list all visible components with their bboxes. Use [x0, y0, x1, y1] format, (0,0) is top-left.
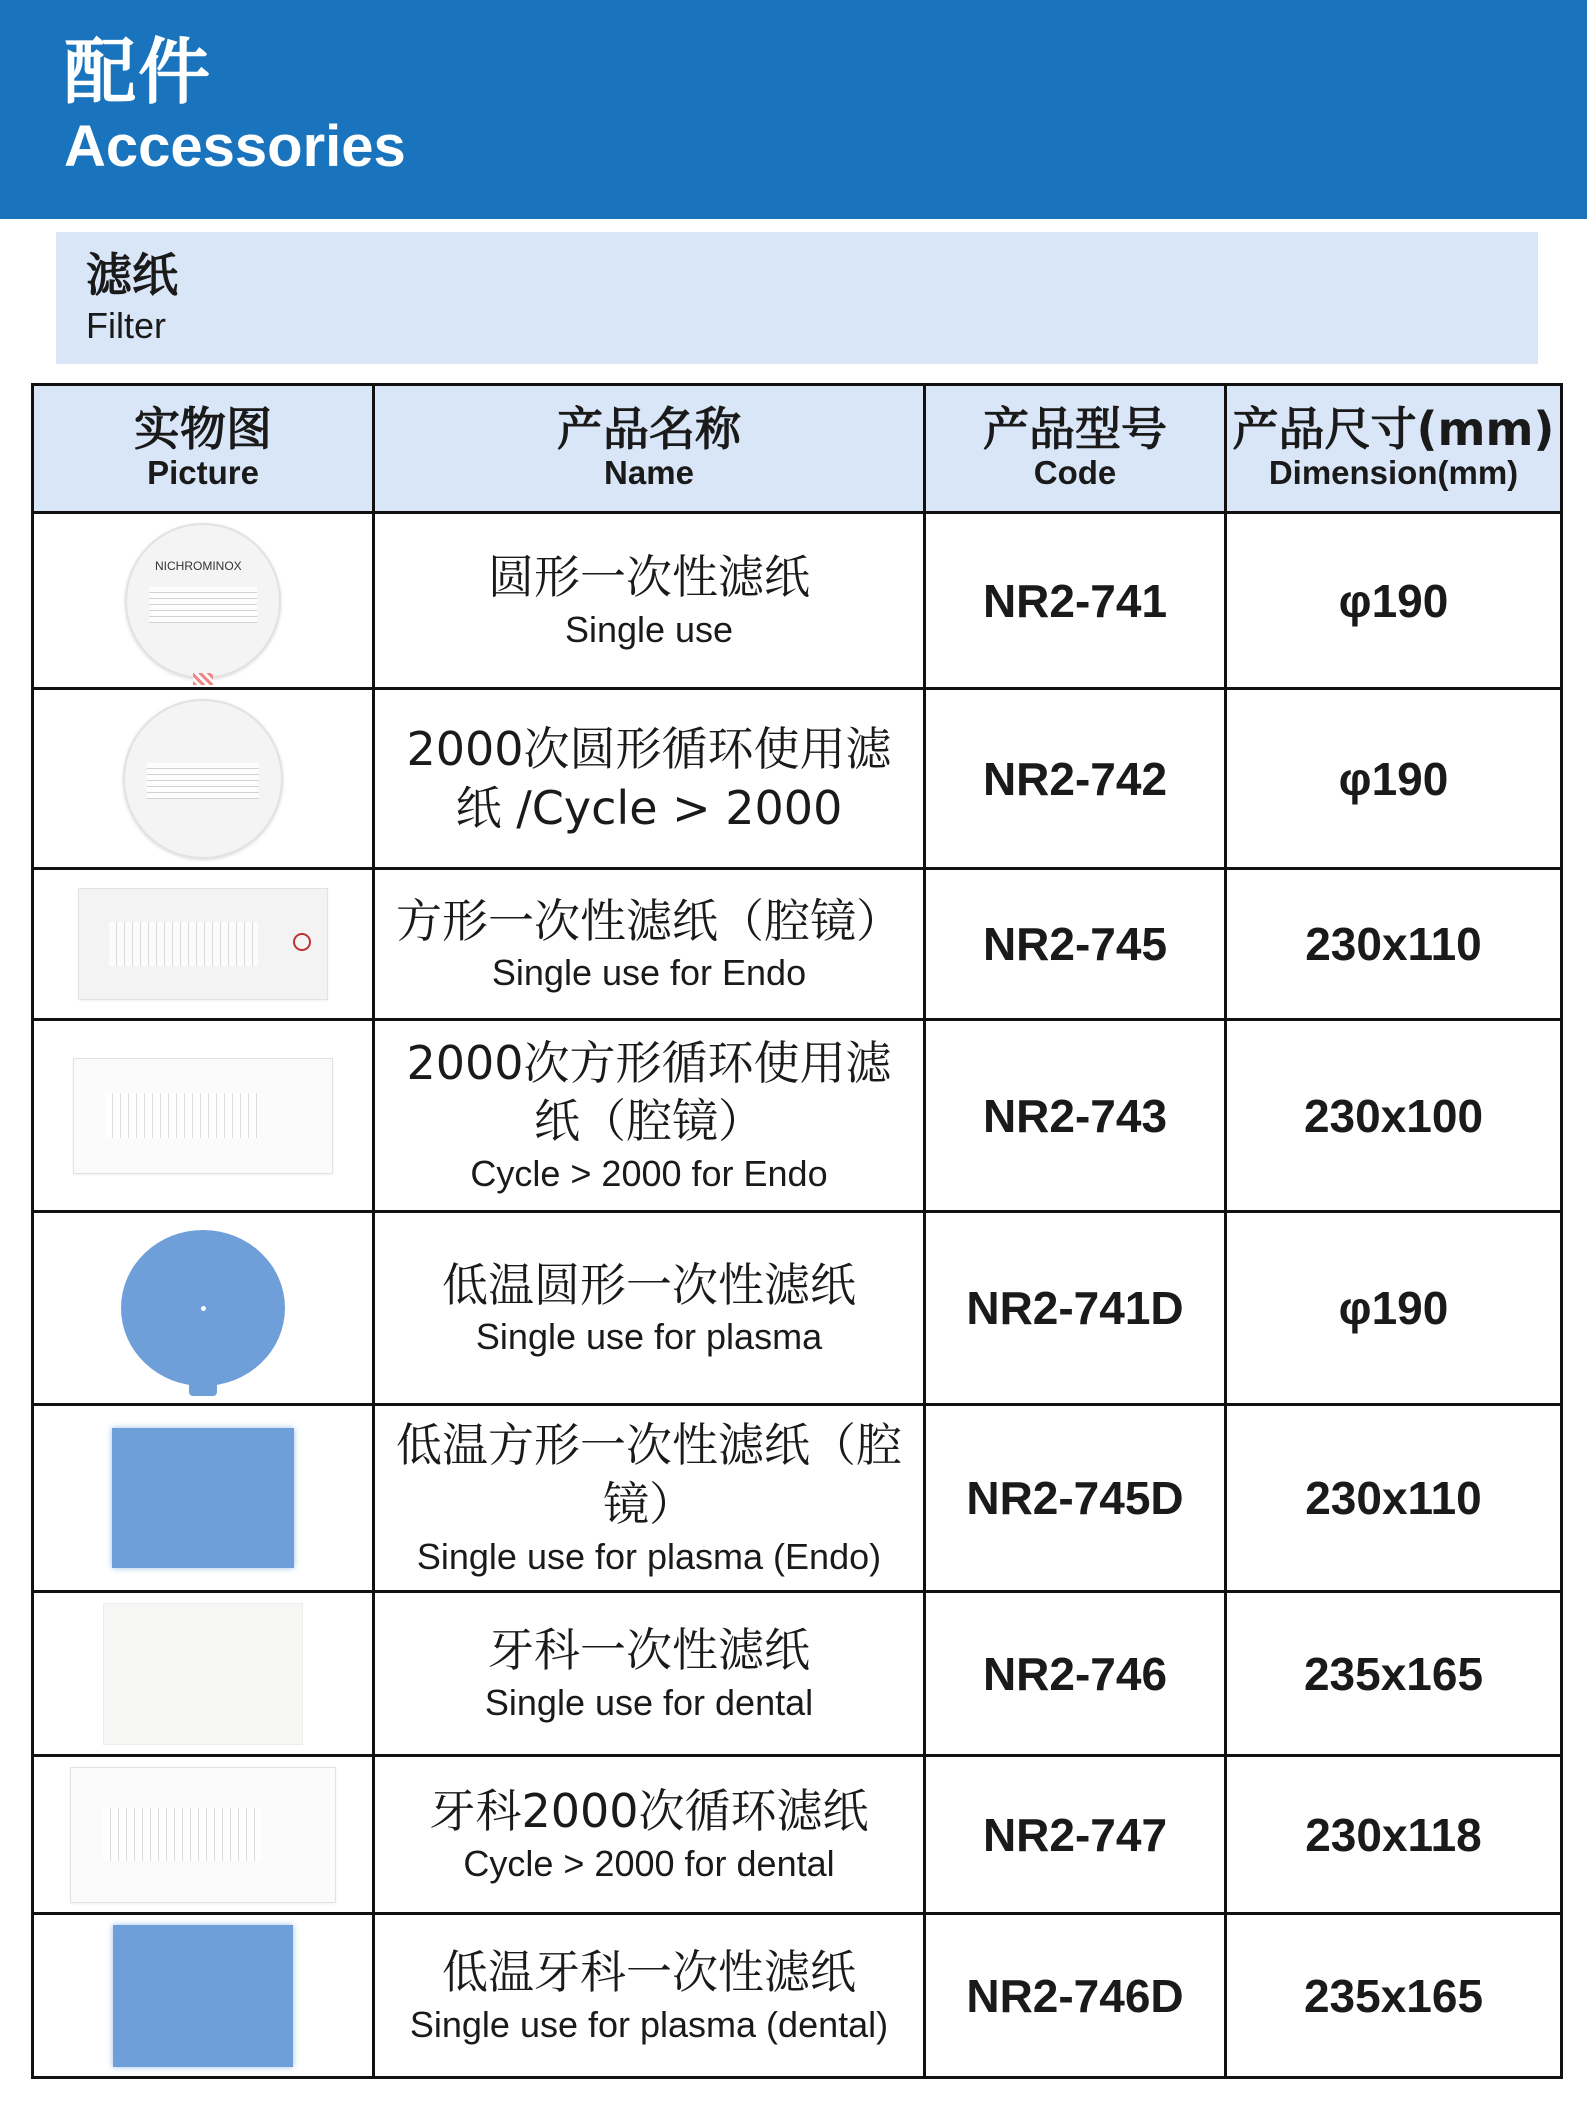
column-header-dimension: 产品尺寸(mm) Dimension(mm) [1226, 385, 1562, 513]
white-round-cycle-filter-image [123, 699, 283, 859]
table-row [33, 1756, 1562, 1914]
table-row [33, 869, 1562, 1020]
product-code-cell: NR2-746D [925, 1914, 1226, 2078]
column-header-name: 产品名称 Name [374, 385, 925, 513]
product-dimension-cell: φ190 [1226, 689, 1562, 869]
product-name-cell: 牙科2000次循环滤纸 Cycle > 2000 for dental [374, 1756, 925, 1914]
table-row [33, 1592, 1562, 1756]
table-row [33, 1212, 1562, 1405]
page-title-zh: 配件 [64, 30, 213, 114]
product-name-cell: 圆形一次性滤纸 Single use [374, 513, 925, 689]
picture-cell [33, 869, 374, 1020]
product-dimension-cell: 230x110 [1226, 869, 1562, 1020]
product-name-cell: 2000次圆形循环使用滤纸 /Cycle > 2000 [374, 689, 925, 869]
product-code-cell: NR2-745 [925, 869, 1226, 1020]
product-name-cell: 牙科一次性滤纸 Single use for dental [374, 1592, 925, 1756]
product-code-cell: NR2-745D [925, 1405, 1226, 1592]
picture-cell [33, 1756, 374, 1914]
blue-rect-dental-filter-image [113, 1925, 293, 2067]
picture-cell [33, 513, 374, 689]
column-header-picture: 实物图 Picture [33, 385, 374, 513]
product-dimension-cell: φ190 [1226, 513, 1562, 689]
table-row [33, 513, 1562, 689]
product-code-cell: NR2-743 [925, 1020, 1226, 1212]
table-row [33, 1405, 1562, 1592]
section-title-en: Filter [86, 305, 166, 346]
blue-round-filter-image [121, 1230, 285, 1386]
top-banner [0, 0, 1587, 219]
picture-cell [33, 1020, 374, 1212]
product-dimension-cell: φ190 [1226, 1212, 1562, 1405]
section-title-zh: 滤纸 [86, 248, 178, 302]
picture-cell [33, 1405, 374, 1592]
product-code-cell: NR2-741 [925, 513, 1226, 689]
product-name-cell: 方形一次性滤纸（腔镜） Single use for Endo [374, 869, 925, 1020]
table-row [33, 689, 1562, 869]
product-dimension-cell: 230x110 [1226, 1405, 1562, 1592]
page-title-en: Accessories [64, 114, 406, 179]
picture-cell [33, 1592, 374, 1756]
product-name-cell: 低温牙科一次性滤纸 Single use for plasma (dental) [374, 1914, 925, 2078]
product-name-cell: 低温方形一次性滤纸（腔镜） Single use for plasma (Endo) [374, 1405, 925, 1592]
product-code-cell: NR2-742 [925, 689, 1226, 869]
section-header [56, 232, 1538, 364]
product-table [31, 383, 1563, 2079]
product-dimension-cell: 235x165 [1226, 1592, 1562, 1756]
product-code-cell: NR2-746 [925, 1592, 1226, 1756]
picture-cell [33, 1212, 374, 1405]
white-round-filter-image: NICHROMINOX [125, 523, 281, 679]
table-header-row [33, 385, 1562, 513]
plain-rect-filter-image [104, 1604, 302, 1744]
white-rect-filter-image [79, 889, 327, 999]
product-name-cell: 低温圆形一次性滤纸 Single use for plasma [374, 1212, 925, 1405]
product-code-cell: NR2-741D [925, 1212, 1226, 1405]
blue-rect-filter-image [112, 1428, 294, 1568]
product-name-cell: 2000次方形循环使用滤纸（腔镜） Cycle > 2000 for Endo [374, 1020, 925, 1212]
table-row [33, 1914, 1562, 2078]
product-dimension-cell: 230x118 [1226, 1756, 1562, 1914]
table-row [33, 1020, 1562, 1212]
product-dimension-cell: 230x100 [1226, 1020, 1562, 1212]
product-dimension-cell: 235x165 [1226, 1914, 1562, 2078]
picture-cell [33, 1914, 374, 2078]
white-rect-cycle-filter-image [74, 1059, 332, 1173]
product-code-cell: NR2-747 [925, 1756, 1226, 1914]
white-rect-dental-cycle-image [71, 1768, 335, 1902]
column-header-code: 产品型号 Code [925, 385, 1226, 513]
picture-cell [33, 689, 374, 869]
product-table-wrap [31, 383, 1560, 2079]
